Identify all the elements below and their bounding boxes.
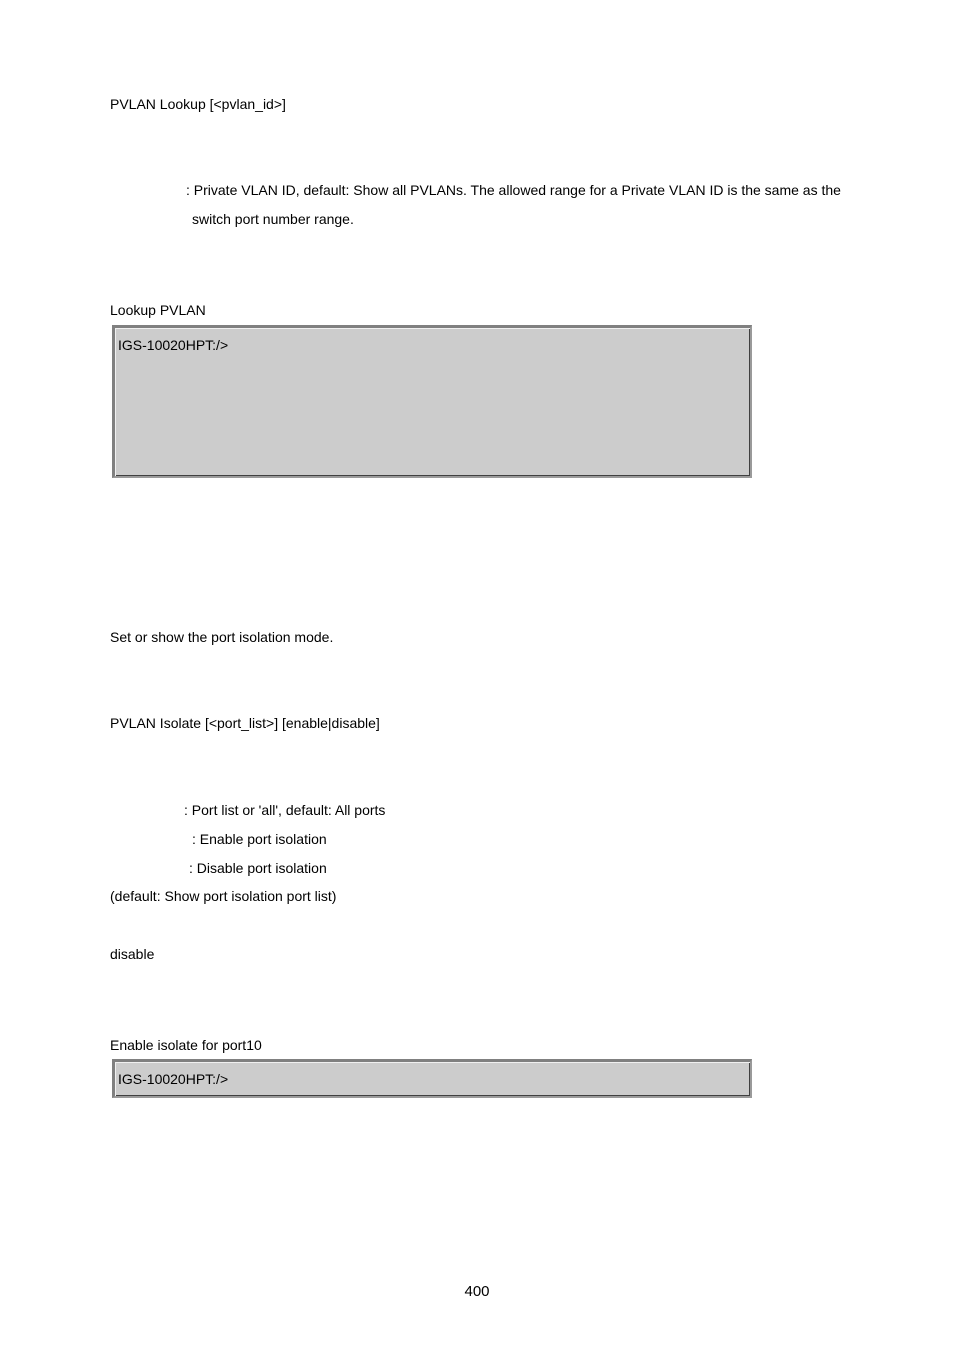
lookup-param-description: : Private VLAN ID, default: Show all PVLANs. The allowed range for a Private VLAN ID is the same as the [186, 182, 841, 198]
isolate-param-disable: : Disable port isolation [189, 860, 327, 876]
lookup-param-description-cont: switch port number range. [192, 211, 354, 227]
isolate-description: Set or show the port isolation mode. [110, 629, 334, 645]
console-prompt: IGS-10020HPT:/> [118, 337, 229, 353]
page-number: 400 [464, 1283, 490, 1300]
isolate-param-port-list: : Port list or 'all', default: All ports [184, 802, 386, 818]
isolate-console-box [112, 1059, 752, 1098]
isolate-example-title: Enable isolate for port10 [110, 1037, 262, 1053]
lookup-console-box [112, 325, 752, 478]
lookup-example-title: Lookup PVLAN [110, 302, 206, 318]
isolate-default-value: disable [110, 946, 155, 962]
console-prompt: IGS-10020HPT:/> [118, 1071, 229, 1087]
lookup-syntax: PVLAN Lookup [<pvlan_id>] [110, 96, 286, 112]
isolate-param-default: (default: Show port isolation port list) [110, 888, 337, 904]
isolate-param-enable: : Enable port isolation [192, 831, 327, 847]
isolate-syntax: PVLAN Isolate [<port_list>] [enable|disable] [110, 715, 380, 731]
